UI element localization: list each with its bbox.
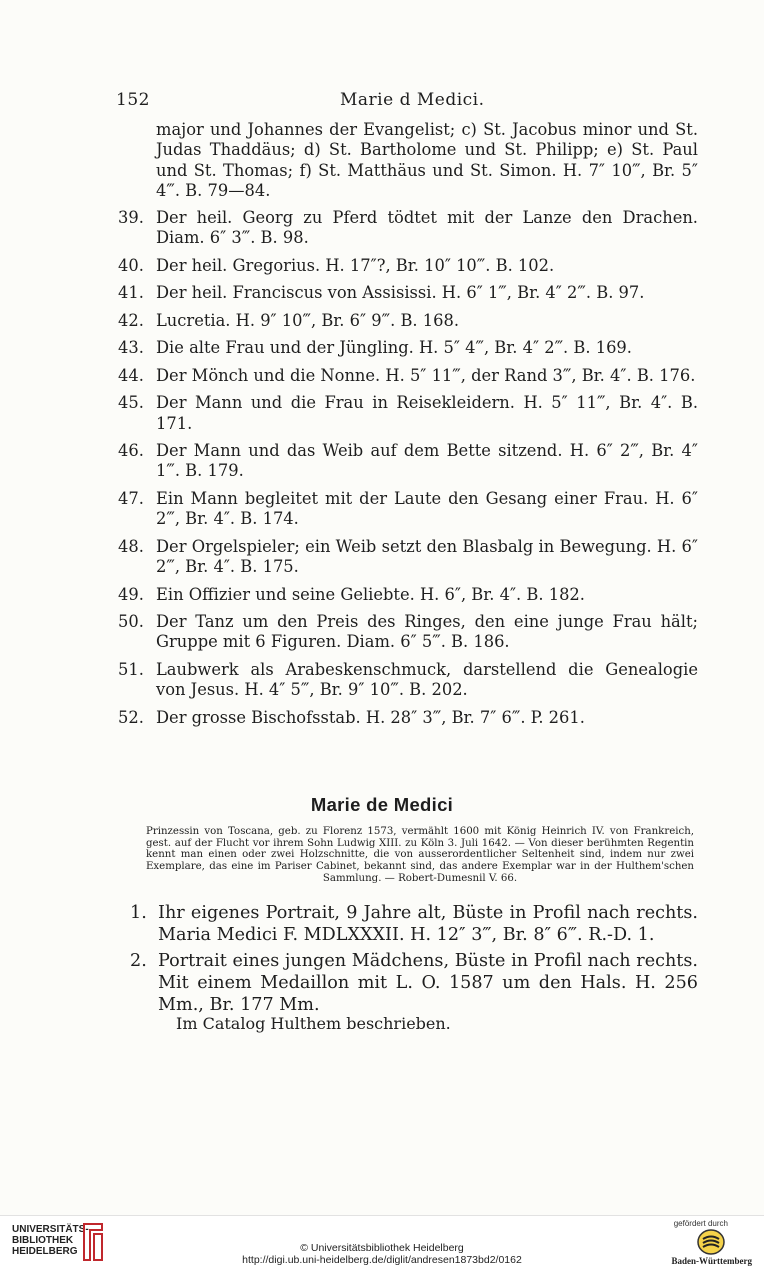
entry-number: 48. xyxy=(118,536,144,556)
entry-number: 40. xyxy=(118,255,144,275)
entry-number: 45. xyxy=(118,393,144,413)
list-item xyxy=(118,585,698,605)
entry-text: Der heil. Gregorius. H. 17″?, Br. 10″ 10‴. B. 102. xyxy=(156,255,555,275)
list-item xyxy=(118,283,698,303)
list-item xyxy=(118,489,698,530)
entry-number: 52. xyxy=(118,707,144,727)
entry-number: 42. xyxy=(118,310,144,330)
entry-number: 39. xyxy=(118,208,144,228)
state-emblem-icon xyxy=(696,1228,726,1256)
entry-text: Der Mann und das Weib auf dem Bette sitzend. H. 6″ 2‴, Br. 4″ 1‴. B. 179. xyxy=(156,441,698,481)
entry-text: Die alte Frau und der Jüngling. H. 5″ 4‴, Br. 4″ 2‴. B. 169. xyxy=(156,338,632,358)
medici-entries-list xyxy=(130,902,698,1020)
entry-number: 51. xyxy=(118,659,144,679)
entry-text: Der Mönch und die Nonne. H. 5″ 11‴, der Rand 3‴, Br. 4″. B. 176. xyxy=(156,365,696,385)
entry-number: 46. xyxy=(118,441,144,461)
entry-number: 1. xyxy=(130,903,147,923)
list-item xyxy=(118,537,698,578)
catalog-entries-list xyxy=(118,120,698,735)
page-number: 152 xyxy=(116,90,150,110)
logo-line: BIBLIOTHEK xyxy=(12,1235,74,1246)
entry-number: 41. xyxy=(118,283,144,303)
catalog-note: Im Catalog Hulthem beschrieben. xyxy=(176,1014,451,1033)
funding-label: gefördert durch xyxy=(673,1219,728,1228)
logo-line: HEIDELBERG xyxy=(12,1246,78,1257)
entry-text: Ihr eigenes Portrait, 9 Jahre alt, Büste in Profil nach rechts. Maria Medici F. MDLXXXII. H. 12″ 3‴, Br. 8″ 6‴. R.-D. 1. xyxy=(158,903,698,945)
entry-number: 2. xyxy=(130,951,147,971)
list-item xyxy=(130,902,698,946)
list-item xyxy=(130,950,698,1016)
state-label: Baden-Württemberg xyxy=(671,1256,752,1266)
list-item xyxy=(118,612,698,653)
entry-number: 44. xyxy=(118,365,144,385)
entry-text: Der heil. Georg zu Pferd tödtet mit der Lanze den Drachen. Diam. 6″ 3‴. B. 98. xyxy=(156,208,698,248)
entry-text: Der grosse Bischofsstab. H. 28″ 3‴, Br. 7″ 6‴. P. 261. xyxy=(156,707,585,727)
entry-text: Der Tanz um den Preis des Ringes, den eine junge Frau hält; Gruppe mit 6 Figuren. Diam. 6″ 5‴. B. 186. xyxy=(156,612,698,652)
list-item xyxy=(118,441,698,482)
entry-text: Ein Offizier und seine Geliebte. H. 6″, Br. 4″. B. 182. xyxy=(156,584,585,604)
list-item xyxy=(118,393,698,434)
list-item xyxy=(118,708,698,728)
entry-text: Lucretia. H. 9″ 10‴, Br. 6″ 9‴. B. 168. xyxy=(156,310,460,330)
running-title: Marie d Medici. xyxy=(340,90,485,110)
list-item xyxy=(118,208,698,249)
entry-number: 50. xyxy=(118,612,144,631)
entry-text: Der Mann und die Frau in Reisekleidern. H. 5″ 11‴, Br. 4″. B. 171. xyxy=(156,393,698,433)
entry-number: 49. xyxy=(118,584,144,604)
permalink-url[interactable]: http://digi.ub.uni-heidelberg.de/diglit/andresen1873bd2/0162 xyxy=(242,1254,522,1266)
biography-note: Prinzessin von Toscana, geb. zu Florenz 1573, vermählt 1600 mit König Heinrich IV. von Frankreich, gest. auf der Flucht vor ihrem Sohn Ludwig XIII. zu Köln 3. Juli 1642. — Von dieser berühmten Regentin kennt man einen oder zwei Holzschnitte, die von ausserordentlicher Seltenheit sind, indem nur zwei Exemplare, das eine im Pariser Cabinet, bekannt sind, das andere Exemplar war in der Hulthem'schen Sammlung. — Robert-Dumesnil V. 66. xyxy=(146,826,694,884)
list-item xyxy=(118,338,698,358)
entry-text: Portrait eines jungen Mädchens, Büste in Profil nach rechts. Mit einem Medaillon mit L. O. 1587 um den Hals. H. 256 Mm., Br. 177 Mm. xyxy=(158,951,698,1015)
copyright-text: © Universitätsbibliothek Heidelberg xyxy=(300,1242,464,1254)
section-heading: Marie de Medici xyxy=(310,794,454,815)
entry-text: Der Orgelspieler; ein Weib setzt den Blasbalg in Bewegung. H. 6″ 2‴, Br. 4″. B. 175. xyxy=(156,536,698,577)
list-item xyxy=(118,660,698,701)
entry-number: 43. xyxy=(118,338,144,358)
list-item xyxy=(118,256,698,276)
list-item xyxy=(118,311,698,331)
footer-bar xyxy=(0,1215,764,1269)
entry-text: Ein Mann begleitet mit der Laute den Gesang einer Frau. H. 6″ 2‴, Br. 4″. B. 174. xyxy=(156,488,698,529)
list-item xyxy=(118,366,698,386)
entry-text: Der heil. Franciscus von Assisissi. H. 6″ 1‴, Br. 4″ 2‴. B. 97. xyxy=(156,283,645,303)
entry-text: Laubwerk als Arabeskenschmuck, darstellend die Genealogie von Jesus. H. 4″ 5‴, Br. 9″ 10‴. B. 202. xyxy=(156,659,698,700)
entry-text: major und Johannes der Evangelist; c) St. Jacobus minor und St. Judas Thaddäus; d) St. Bartholome und St. Philipp; e) St. Paul und St. Thomas; f) St. Matthäus und St. Simon. H. 7″ 10‴, Br. 5″ 4‴. B. 79—84. xyxy=(156,120,698,200)
entry-number: 47. xyxy=(118,488,144,508)
list-item xyxy=(118,120,698,201)
logo-line: UNIVERSITÄTS- xyxy=(12,1224,89,1235)
